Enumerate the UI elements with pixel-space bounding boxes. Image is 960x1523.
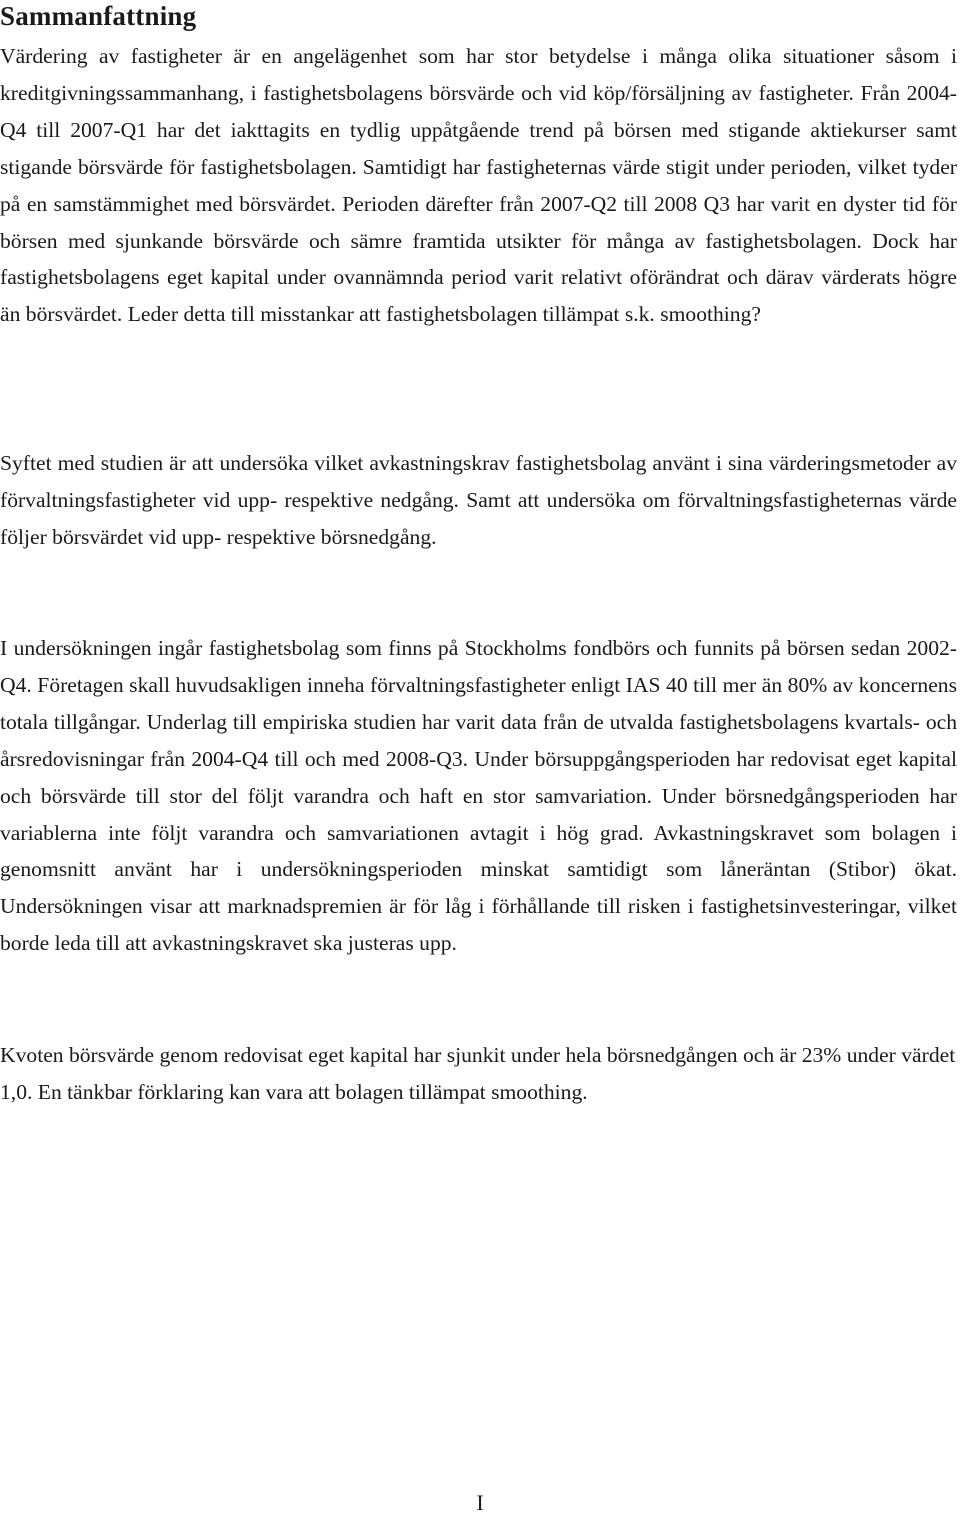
paragraph-purpose: Syftet med studien är att undersöka vilket avkastningskrav fastighetsbolag använt i sina värderingsmetoder av förvaltningsfastigheter vid upp- respektive nedgång. Samt att undersöka om förvaltningsfastigheternas värde följer börsvärdet vid upp- respektive börsnedgång. bbox=[0, 451, 957, 549]
paragraph-background: Värdering av fastigheter är en angelägenhet som har stor betydelse i många olika situationer såsom i kreditgivningssammanhang, i fastighetsbolagens börsvärde och vid köp/försäljning av fastigheter. Från 2004-Q4 till 2007-Q1 har det iakttagits en tydlig uppåtgående trend på börsen med stigande aktiekurser samt stigande börsvärde för fastighetsbolagen. Samtidigt har fastigheternas värde stigit under perioden, vilket tyder på en samstämmighet med börsvärdet. Perioden därefter från 2007-Q2 till 2008 Q3 har varit en dyster tid för börsen med sjunkande börsvärde och sämre framtida utsikter för många av fastighetsbolagen. Dock har fastighetsbolagens eget kapital under ovannämnda period varit relativt oförändrat och därav värderats högre än börsvärdet. Leder detta till misstankar att fastighetsbolagen tillämpat s.k. smoothing? bbox=[0, 44, 957, 327]
paragraph-conclusion: Kvoten börsvärde genom redovisat eget kapital har sjunkit under hela börsnedgången och är 23% under värdet 1,0. En tänkbar förklaring kan vara att bolagen tillämpat smoothing. bbox=[0, 1043, 956, 1104]
section-heading: Sammanfattning bbox=[0, 1, 197, 31]
page-number: I bbox=[476, 1490, 484, 1515]
paragraph-method-results: I undersökningen ingår fastighetsbolag som finns på Stockholms fondbörs och funnits på börsen sedan 2002-Q4. Företagen skall huvudsakligen inneha förvaltningsfastigheter enligt IAS 40 till mer än 80% av koncernens totala tillgångar. Underlag till empiriska studien har varit data från de utvalda fastighetsbolagens kvartals- och årsredovisningar från 2004-Q4 till och med 2008-Q3. Under börsuppgångsperioden har redovisat eget kapital och börsvärde till stor del följt varandra och haft en stor samvariation. Under börsnedgångsperioden har variablerna inte följt varandra och samvariationen avtagit i hög grad. Avkastningskravet som bolagen i genomsnitt använt har i undersökningsperioden minskat samtidigt som låneräntan (Stibor) ökat. Undersökningen visar att marknadspremien är för låg i förhållande till risken i fastighetsinvesteringar, vilket borde leda till att avkastningskravet ska justeras upp. bbox=[0, 636, 957, 956]
